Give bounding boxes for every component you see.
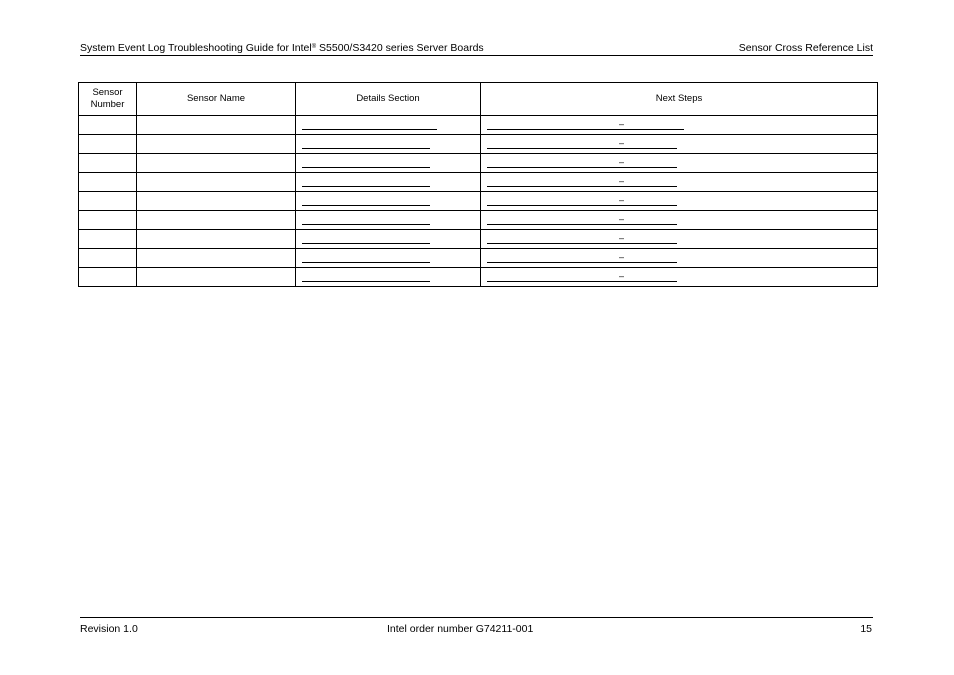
dash-separator: – [619,157,625,167]
order-number-label: Intel order number G74211-001 [387,623,534,635]
next-steps-link-line[interactable] [487,224,677,225]
sensor-name-cell [137,135,296,154]
column-header-sensor-number: Sensor Number [79,83,137,116]
table-row [79,116,878,135]
column-header-next-steps: Next Steps [481,83,878,116]
details-link-line[interactable] [302,224,430,225]
page-header [80,41,873,56]
next-steps-link-line[interactable] [487,167,677,168]
registered-mark: ® [311,44,317,50]
sensor-number-cell [79,116,137,135]
next-steps-cell [481,173,878,192]
sensor-number-cell [79,268,137,287]
next-steps-link-line[interactable] [487,262,677,263]
details-section-cell [296,154,481,173]
details-section-cell [296,249,481,268]
sensor-number-cell [79,230,137,249]
next-steps-cell [481,154,878,173]
next-steps-cell [481,116,878,135]
sensor-number-cell [79,192,137,211]
details-link-line[interactable] [302,243,430,244]
sensor-cross-reference-table [78,82,878,287]
revision-label: Revision 1.0 [80,623,138,635]
table-row [79,211,878,230]
page-footer [80,617,873,636]
table-header-row [79,83,878,116]
next-steps-cell [481,268,878,287]
sensor-name-cell [137,211,296,230]
dash-separator: – [619,119,625,129]
sensor-number-cell [79,173,137,192]
sensor-name-cell [137,230,296,249]
table-row [79,135,878,154]
next-steps-link-line[interactable] [487,243,677,244]
next-steps-cell [481,230,878,249]
dash-separator: – [619,233,625,243]
details-section-cell [296,173,481,192]
sensor-name-cell [137,249,296,268]
dash-separator: – [619,195,625,205]
next-steps-link-line[interactable] [487,281,677,282]
table-row [79,230,878,249]
table-row [79,268,878,287]
next-steps-link-line[interactable] [487,186,677,187]
table-row [79,192,878,211]
next-steps-link-line[interactable] [487,148,677,149]
table-row [79,249,878,268]
page-number: 15 [860,623,872,635]
details-section-cell [296,116,481,135]
details-link-line[interactable] [302,205,430,206]
sensor-name-cell [137,268,296,287]
sensor-name-cell [137,154,296,173]
sensor-number-cell [79,211,137,230]
column-header-sensor-name: Sensor Name [137,83,296,116]
details-link-line[interactable] [302,129,437,130]
sensor-name-cell [137,192,296,211]
column-header-details-section: Details Section [296,83,481,116]
sensor-name-cell [137,173,296,192]
document-title: System Event Log Troubleshooting Guide for Intel® S5500/S3420 series Server Boards [80,42,484,54]
details-section-cell [296,192,481,211]
details-link-line[interactable] [302,262,430,263]
sensor-number-cell [79,249,137,268]
details-section-cell [296,135,481,154]
details-section-cell [296,268,481,287]
details-link-line[interactable] [302,281,430,282]
sensor-number-cell [79,135,137,154]
dash-separator: – [619,214,625,224]
dash-separator: – [619,252,625,262]
next-steps-link-line[interactable] [487,205,677,206]
details-link-line[interactable] [302,186,430,187]
details-link-line[interactable] [302,148,430,149]
table-row [79,154,878,173]
dash-separator: – [619,271,625,281]
next-steps-cell [481,135,878,154]
details-section-cell [296,230,481,249]
next-steps-cell [481,192,878,211]
dash-separator: – [619,176,625,186]
next-steps-cell [481,211,878,230]
section-title: Sensor Cross Reference List [738,42,873,54]
next-steps-link-line[interactable] [487,129,684,130]
next-steps-cell [481,249,878,268]
details-link-line[interactable] [302,167,430,168]
sensor-number-cell [79,154,137,173]
sensor-name-cell [137,116,296,135]
dash-separator: – [619,138,625,148]
details-section-cell [296,211,481,230]
table-row [79,173,878,192]
